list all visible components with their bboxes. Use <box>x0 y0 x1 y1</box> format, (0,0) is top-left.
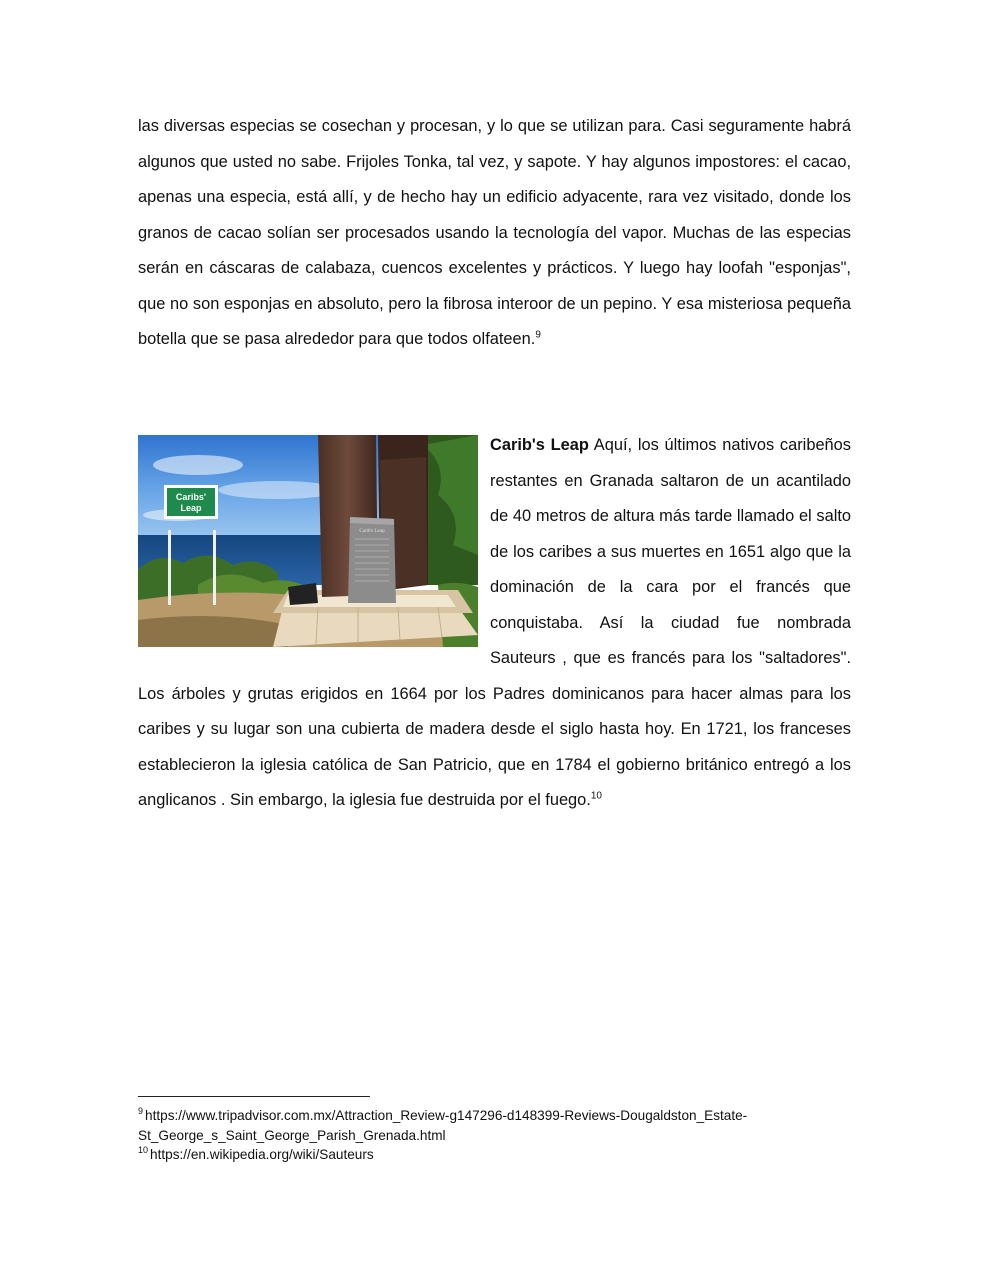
paragraph-spices-text: las diversas especias se cosechan y procesan, y lo que se utilizan para. Casi seguramente habrá algunos que usted no sabe. Frijoles Tonka, tal vez, y sapote. Y hay algunos impostores: el cacao, apenas una especia, está allí, y de hecho hay un edificio adyacente, rara vez visitado, donde los granos de cacao solían ser procesados usando la tecnología del vapor. Muchas de las especias serán en cáscaras de calabaza, cuencos excelentes y prácticos. Y luego hay loofah "esponjas", que no son esponjas en absoluto, pero la fibrosa interoor de un pepino. Y esa misteriosa pequeña botella que se pasa alrededor para que todos olfateen. <box>138 117 851 348</box>
caribs-leap-photo-image <box>138 435 478 647</box>
footnote-10-number: 10 <box>138 1145 149 1156</box>
paragraph-caribs-leap-text: Aquí, los últimos nativos caribeños restantes en Granada saltaron de un acantilado de 40 metros de altura más tarde llamado el salto de los caribes a sus muertes en 1651 algo que la dominación de la cara por el francés que conquistaba. Así la ciudad fue nombrada Sauteurs , que es francés para los "saltadores". Los árboles y grutas erigidos en 1664 por los Padres dominicanos para hacer almas para los caribes y su lugar son una cubierta de madera desde el siglo hasta hoy. En 1721, los franceses establecieron la iglesia católica de San Patricio, que en 1784 el gobierno británico entregó a los anglicanos . Sin embargo, la iglesia fue destruida por el fuego. <box>138 436 851 809</box>
footnote-9-link-line1[interactable]: https://www.tripadvisor.com.mx/Attraction_Review-g147296-d148399-Reviews-Dougaldston_Estate- <box>145 1108 748 1123</box>
paragraph-caribs-leap <box>138 428 851 819</box>
footnote-ref-9[interactable]: 9 <box>535 329 541 341</box>
footnote-9-link-line2[interactable]: St_George_s_Saint_George_Parish_Grenada.html <box>138 1127 446 1143</box>
footnote-9-continued <box>138 1126 851 1146</box>
plaque-title: Carib's Leap <box>359 529 385 534</box>
caribs-leap-photo <box>138 435 478 647</box>
footnote-10-link[interactable]: https://en.wikipedia.org/wiki/Sauteurs <box>150 1147 374 1162</box>
footnote-10 <box>138 1145 851 1165</box>
section-heading-caribs-leap: Carib's Leap <box>490 436 589 454</box>
footnote-separator <box>138 1096 370 1097</box>
sign-text-line1: Caribs' <box>175 492 207 502</box>
footnote-ref-10[interactable]: 10 <box>590 790 602 802</box>
paragraph-spices <box>138 109 851 358</box>
footnote-9-number: 9 <box>138 1106 144 1117</box>
sign-text-line2: Leap <box>180 503 202 513</box>
footnotes <box>138 1106 851 1165</box>
footnote-9 <box>138 1106 851 1126</box>
